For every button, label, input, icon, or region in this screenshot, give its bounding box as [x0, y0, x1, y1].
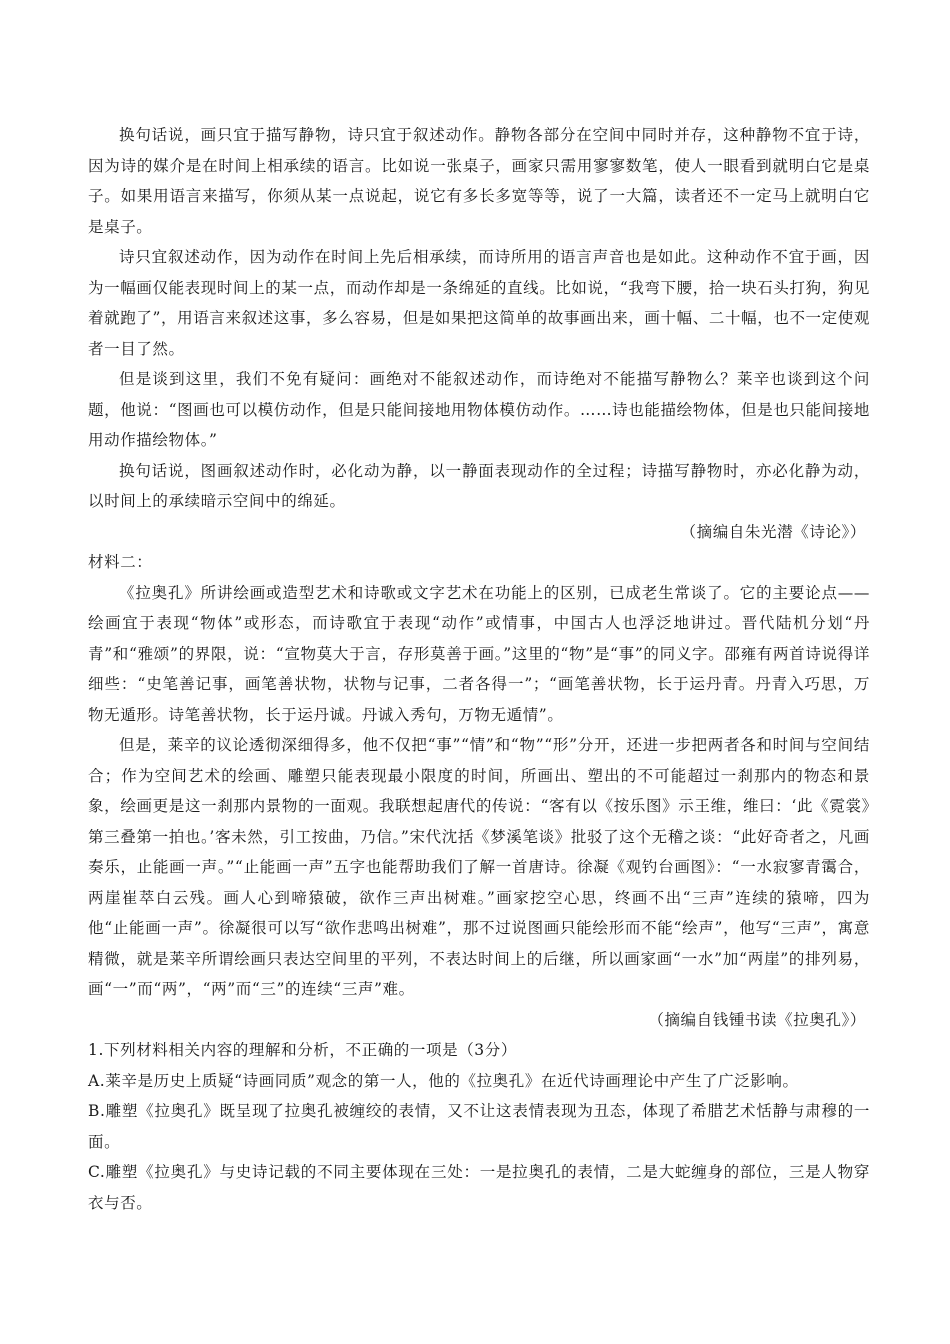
option-b: B.雕塑《拉奥孔》既呈现了拉奥孔被缠绞的表情，又不让这表情表现为丑态，体现了希腊艺术恬静与肃穆的一面。: [88, 1102, 870, 1151]
paragraph: 换句话说，图画叙述动作时，必化动为静，以一静面表现动作的全过程；诗描写静物时，亦必化静为动，以时间上的承续暗示空间中的绵延。: [88, 461, 870, 510]
question-1: [88, 1035, 870, 1218]
paragraph: 换句话说，画只宜于描写静物，诗只宜于叙述动作。静物各部分在空间中同时并存，这种静物不宜于诗，因为诗的媒介是在时间上相承续的语言。比如说一张桌子，画家只需用寥寥数笔，使人一眼看到就明白它是桌子。如果用语言来描写，你须从某一点说起，说它有多长多宽等等，说了一大篇，读者还不一定马上就明白它是桌子。: [88, 126, 870, 236]
section-label: 材料二：: [88, 553, 153, 571]
document-page: [88, 120, 870, 1218]
question-stem: 1.下列材料相关内容的理解和分析，不正确的一项是（3分）: [88, 1041, 517, 1059]
material-one: [88, 120, 870, 547]
paragraph: 诗只宜叙述动作，因为动作在时间上先后相承续，而诗所用的语言声音也是如此。这种动作不宜于画，因为一幅画仅能表现时间上的某一点，而动作却是一条绵延的直线。比如说，“我弯下腰，拾一块石头打狗，狗见着就跑了”，用语言来叙述这事，多么容易，但是如果把这简单的故事画出来，画十幅、二十幅，也不一定使观者一目了然。: [88, 248, 870, 358]
paragraph: 但是谈到这里，我们不免有疑问：画绝对不能叙述动作，而诗绝对不能描写静物么？莱辛也谈到这个问题，他说：“图画也可以模仿动作，但是只能间接地用物体模仿动作。……诗也能描绘物体，但是也只能间接地用动作描绘物体。”: [88, 370, 870, 449]
source-citation: （摘编自朱光潜《诗论》）: [680, 522, 866, 541]
paragraph: 《拉奥孔》所讲绘画或造型艺术和诗歌或文字艺术在功能上的区别，已成老生常谈了。它的主要论点——绘画宜于表现“物体”或形态，而诗歌宜于表现“动作”或情事，中国古人也浮泛地讲过。晋代陆机分划“丹青”和“雅颂”的界限，说：“宣物莫大于言，存形莫善于画。”这里的“物”是“事”的同义字。邵雍有两首诗说得详细些：“史笔善记事，画笔善状物，状物与记事，二者各得一”；“画笔善状物，长于运丹青。丹青入巧思，万物无遁形。诗笔善状物，长于运丹诚。丹诚入秀句，万物无遁情”。: [88, 583, 870, 724]
option-c: C.雕塑《拉奥孔》与史诗记载的不同主要体现在三处：一是拉奥孔的表情，二是大蛇缠身的部位，三是人物穿衣与否。: [88, 1163, 870, 1212]
source-citation: （摘编自钱锺书读《拉奥孔》）: [648, 1010, 866, 1029]
paragraph: 但是，莱辛的议论透彻深细得多，他不仅把“事”“情”和“物”“形”分开，还进一步把两者各和时间与空间结合；作为空间艺术的绘画、雕塑只能表现最小限度的时间，所画出、塑出的不可能超过一刹那内的物态和景象，绘画更是这一刹那内景物的一面观。我联想起唐代的传说：“客有以《按乐图》示王维，维曰：‘此《霓裳》第三叠第一拍也。’客未然，引工按曲，乃信。”宋代沈括《梦溪笔谈》批驳了这个无稽之谈：“此好奇者之，凡画奏乐，止能画一声。”“止能画一声”五字也能帮助我们了解一首唐诗。徐凝《观钓台画图》：“一水寂寥青霭合，两崖崔萃白云残。画人心到啼猿破，欲作三声出树难。”画家挖空心思，终画不出“三声”连续的猿啼，四为他“止能画一声”。徐凝很可以写“欲作悲鸣出树难”，那不过说图画只能绘形而不能“绘声”，他写“三声”，寓意精微，就是莱辛所谓绘画只表达空间里的平列，不表达时间上的后继，所以画家画“一水”加“两崖”的排列易，画“一”而“两”，“两”而“三”的连续“三声”难。: [88, 736, 870, 998]
option-a: A.莱辛是历史上质疑“诗画同质”观念的第一人，他的《拉奥孔》在近代诗画理论中产生了广泛影响。: [88, 1071, 799, 1090]
material-two: [88, 547, 870, 1035]
